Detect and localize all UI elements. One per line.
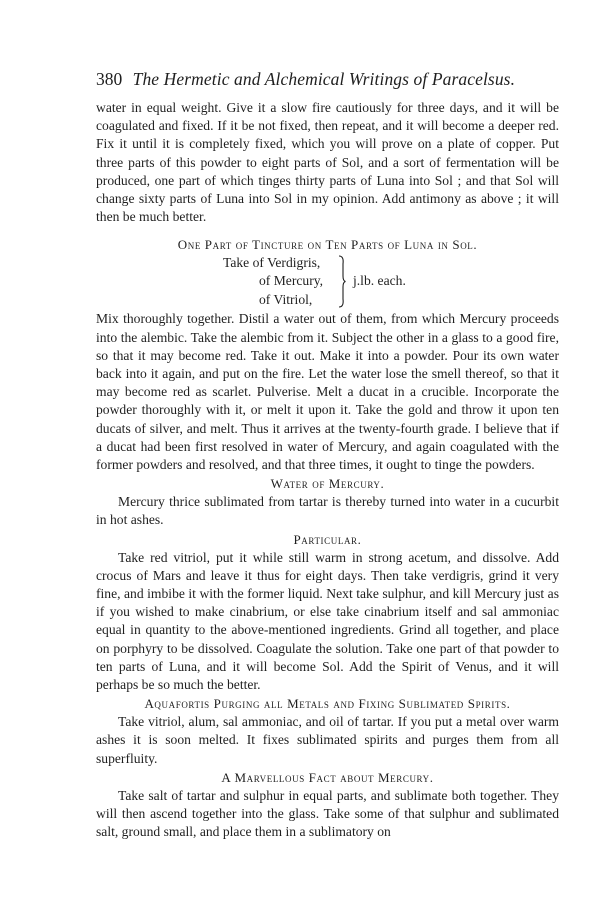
section-heading-particular: Particular.: [293, 531, 362, 547]
section-heading-water-of-mercury: Water of Mercury.: [270, 476, 385, 492]
recipe-line-mercury: of Mercury,: [259, 273, 324, 289]
recipe-line-vitriol: of Vitriol,: [259, 292, 313, 308]
running-title: The Hermetic and Alchemical Writings of Paracelsus.: [132, 69, 516, 89]
paragraph-3: Mercury thrice sublimated from tartar is thereby turned into water in a cucurbit in hot ashes.: [96, 494, 559, 528]
curly-brace-icon: [338, 255, 346, 308]
paragraph-5: Take vitriol, alum, sal ammoniac, and oil of tartar. If you put a metal over warm ashes it is soon melted. It fixes sublimated spirits and purges them from all superfluity.: [96, 714, 559, 766]
paragraph-6: Take salt of tartar and sulphur in equal parts, and sublimate both together. They will then ascend together into the glass. Take some of that sulphur and sublimated salt, ground small, and place them in a sublimatory on: [96, 787, 559, 840]
recipe-list: [96, 254, 559, 310]
recipe-line-verdigris: Take of Verdigris,: [223, 255, 321, 271]
section-heading-aquafortis: Aquafortis Purging all Metals and Fixing Sublimated Spirits.: [144, 696, 511, 712]
paragraph-1: water in equal weight. Give it a slow fire cautiously for three days, and it will be coagulated and fixed. If it be not fixed, then repeat, and it will become a deeper red. Fix it until it is completely fixed, which you will prove on a plate of copper. Put three parts of this powder to eight parts of Sol, and a sort of fermentation will be produced, one part of which tinges thirty parts of Luna into Sol ; and that Sol will change sixty parts of Luna into Sol in my opinion. Add antimony as above ; it will then be much better.: [96, 100, 559, 225]
section-heading-tincture: One Part of Tincture on Ten Parts of Luna in Sol.: [177, 237, 478, 253]
paragraph-2: Mix thoroughly together. Distil a water out of them, from which Mercury proceeds into the alembic. Take the alembic from it. Subject the other in a glass to a good fire, so that it may become red. Take it out. Make it into a powder. Pour its own water back into it again, and put on the fire. Let the water lose the smell thereof, so that it may become red as scarlet. Pulverise. Melt a ducat in a crucible. Incorporate the powder thoroughly with it, or melt it upon it. Take the gold and throw it upon ten ducats of silver, and melt. Thus it arrives at the twenty-fourth grade. I believe that if a ducat had been first resolved in water of Mercury, and again coagulated with the former powders and resolved, and that three times, it ought to tinge the powders.: [96, 311, 559, 473]
page-body: [96, 99, 559, 842]
section-heading-marvellous-fact: A Marvellous Fact about Mercury.: [221, 769, 434, 785]
paragraph-4: Take red vitriol, put it while still warm in strong acetum, and dissolve. Add crocus of Mars and leave it thus for eight days. Then take verdigris, grind it very fine, and imbibe it with the former liquid. Next take sulphur, and kill Mercury just as if you wished to make cinabrium, or else take cinabrium itself and sal ammoniac equal in quantity to the above-mentioned ingredients. Grind all together, and place on porphyry to be dissolved. Coagulate the solution. Take one part of that powder to ten parts of Luna, and it will become Sol. Add the Spirit of Venus, and it will perhaps be so much the better.: [96, 549, 559, 693]
running-header: [96, 68, 566, 90]
page-number: 380: [96, 69, 123, 89]
recipe-amount: j.lb. each.: [353, 273, 406, 289]
